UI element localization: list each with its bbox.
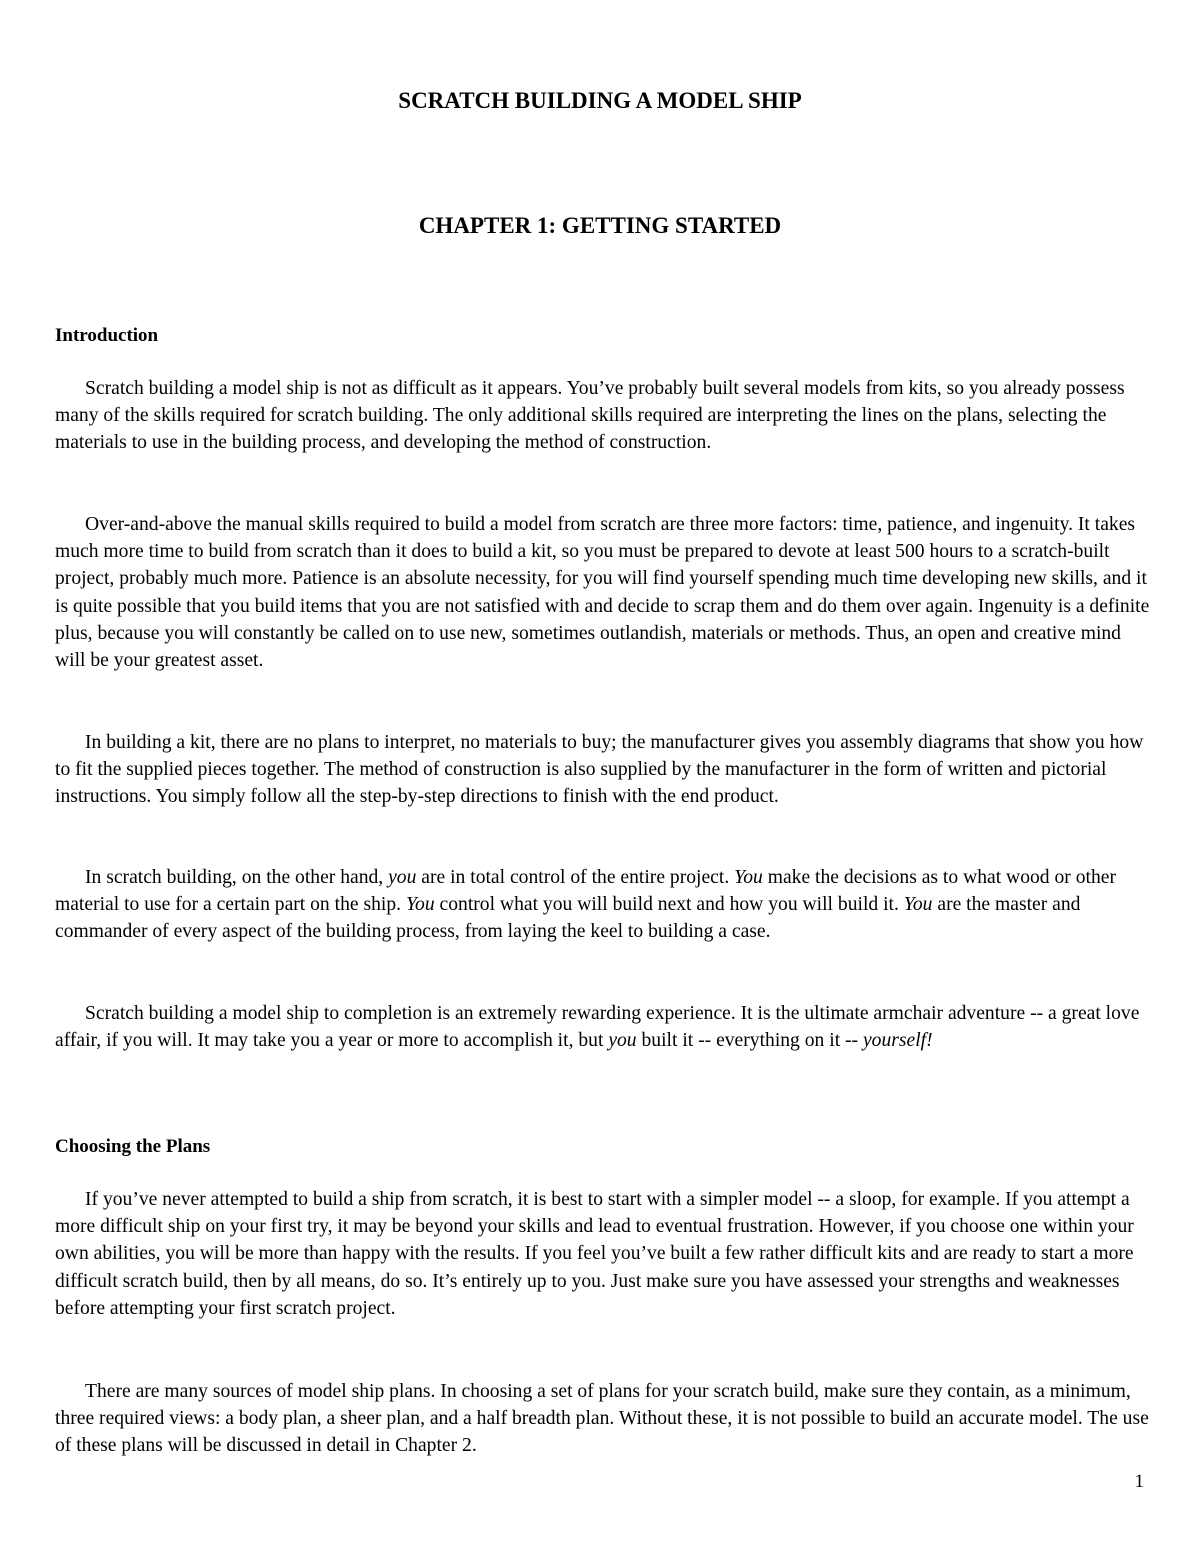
chapter-title: CHAPTER 1: GETTING STARTED <box>418 213 782 238</box>
emphasis-you: You <box>405 894 435 916</box>
text-run: are in total control of the entire project. <box>416 867 735 888</box>
text-run: Scratch building a model ship to completion is an extremely rewarding experience. It is the ultimate armchair adventure -- a great love affair, if you will. It may take you a year or more to accomplish it, but <box>55 1003 1140 1052</box>
paragraph-plans-2: There are many sources of model ship plans. In choosing a set of plans for your scratch build, make sure they contain, as a minimum, three required views: a body plan, a sheer plan, and a half breadth plan. Without these, it is not possible to build an accurate model. The use of these plans will be discussed in detail in Chapter 2. <box>55 1381 1149 1457</box>
paragraph-intro-5 <box>55 1000 1153 1054</box>
section-heading-introduction: Introduction <box>55 325 159 346</box>
paragraph-intro-2: Over-and-above the manual skills required to build a model from scratch are three more factors: time, patience, and ingenuity. It takes much more time to build from scratch than it does to build a kit, so you must be prepared to devote at least 500 hours to a scratch-built project, probably much more. Patience is an absolute necessity, for you will find yourself spending much time developing new skills, and it is quite possible that you build items that you are not satisfied with and decide to scrap them and do them over again. Ingenuity is a definite plus, because you will constantly be called on to use new, sometimes outlandish, materials or methods. Thus, an open and creative mind will be your greatest asset. <box>55 514 1150 672</box>
text-run: are the master and commander of every aspect of the building process, from laying the keel to building a case. <box>55 894 1081 943</box>
text-run: control what you will build next and how you will build it. <box>434 894 904 916</box>
section-heading-choosing-plans: Choosing the Plans <box>55 1136 211 1157</box>
emphasis-you: You <box>734 867 763 888</box>
document-title: SCRATCH BUILDING A MODEL SHIP <box>398 88 802 113</box>
paragraph-intro-1: Scratch building a model ship is not as difficult as it appears. You’ve probably built several models from kits, so you already possess many of the skills required for scratch building. The only additional skills required are interpreting the lines on the plans, selecting the materials to use in the building process, and developing the method of construction. <box>55 378 1125 454</box>
text-run: In scratch building, on the other hand, <box>85 867 389 888</box>
emphasis-you: you <box>388 867 417 888</box>
emphasis-yourself: yourself! <box>862 1030 933 1052</box>
emphasis-you: you <box>608 1030 637 1052</box>
text-run: make the decisions as to what wood or other material to use for a certain part on the ship. <box>55 867 1116 916</box>
page-number: 1 <box>1134 1471 1144 1492</box>
emphasis-you: You <box>903 894 933 916</box>
paragraph-plans-1: If you’ve never attempted to build a ship from scratch, it is best to start with a simpler model -- a sloop, for example. If you attempt a more difficult ship on your first try, it may be beyond your skills and lead to eventual frustration. However, if you choose one within your own abilities, you will be more than happy with the results. If you feel you’ve built a few rather difficult kits and are ready to start a more difficult scratch build, then by all means, do so. It’s entirely up to you. Just make sure you have assessed your strengths and weaknesses before attempting your first scratch project. <box>55 1189 1134 1319</box>
paragraph-intro-3: In building a kit, there are no plans to interpret, no materials to buy; the manufacturer gives you assembly diagrams that show you how to fit the supplied pieces together. The method of construction is also supplied by the manufacturer in the form of written and pictorial instructions. You simply follow all the step-by-step directions to finish with the end product. <box>55 732 1144 808</box>
text-run: built it -- everything on it -- <box>636 1030 863 1052</box>
paragraph-intro-4 <box>55 864 1153 946</box>
